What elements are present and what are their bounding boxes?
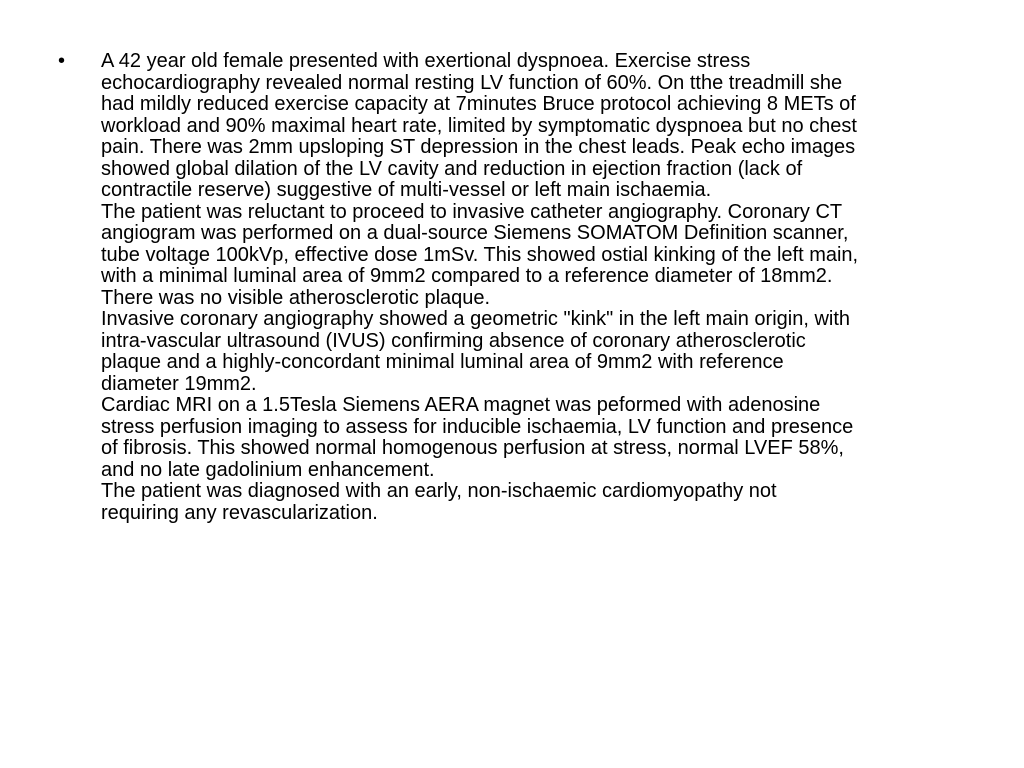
text-line: workload and 90% maximal heart rate, limited by symptomatic dyspnoea but no chest [101,114,857,137]
text-line: intra-vascular ultrasound (IVUS) confirming absence of coronary atherosclerotic [101,329,806,352]
text-line: showed global dilation of the LV cavity and reduction in ejection fraction (lack of [101,157,803,180]
text-line: requiring any revascularization. [101,501,378,524]
case-description [101,51,981,524]
text-line: The patient was reluctant to proceed to invasive catheter angiography. Coronary CT [101,200,843,223]
text-line: with a minimal luminal area of 9mm2 compared to a reference diameter of 18mm2. [101,265,833,287]
text-line: tube voltage 100kVp, effective dose 1mSv. This showed ostial kinking of the left main, [101,243,859,266]
text-line: The patient was diagnosed with an early, non-ischaemic cardiomyopathy not [101,480,777,502]
text-line: stress perfusion imaging to assess for inducible ischaemia, LV function and presence [101,415,854,438]
text-line: Invasive coronary angiography showed a geometric "kink" in the left main origin, with [101,308,851,330]
text-line: pain. There was 2mm upsloping ST depression in the chest leads. Peak echo images [101,136,856,158]
text-line: There was no visible atherosclerotic plaque. [101,286,491,309]
text-line: had mildly reduced exercise capacity at 7minutes Bruce protocol achieving 8 METs of [101,93,856,115]
text-line: angiogram was performed on a dual-source Siemens SOMATOM Definition scanner, [101,222,849,244]
text-line: of fibrosis. This showed normal homogenous perfusion at stress, normal LVEF 58%, [101,437,844,459]
text-line: plaque and a highly-concordant minimal luminal area of 9mm2 with reference [101,351,784,373]
text-line: Cardiac MRI on a 1.5Tesla Siemens AERA magnet was peformed with adenosine [101,394,821,416]
text-line: contractile reserve) suggestive of multi-vessel or left main ischaemia. [101,179,712,201]
bullet-marker: • [58,50,66,72]
text-line: echocardiography revealed normal resting LV function of 60%. On tthe treadmill she [101,71,843,94]
text-line: diameter 19mm2. [101,372,257,395]
text-line: A 42 year old female presented with exertional dyspnoea. Exercise stress [101,50,751,72]
text-line: and no late gadolinium enhancement. [101,458,435,481]
